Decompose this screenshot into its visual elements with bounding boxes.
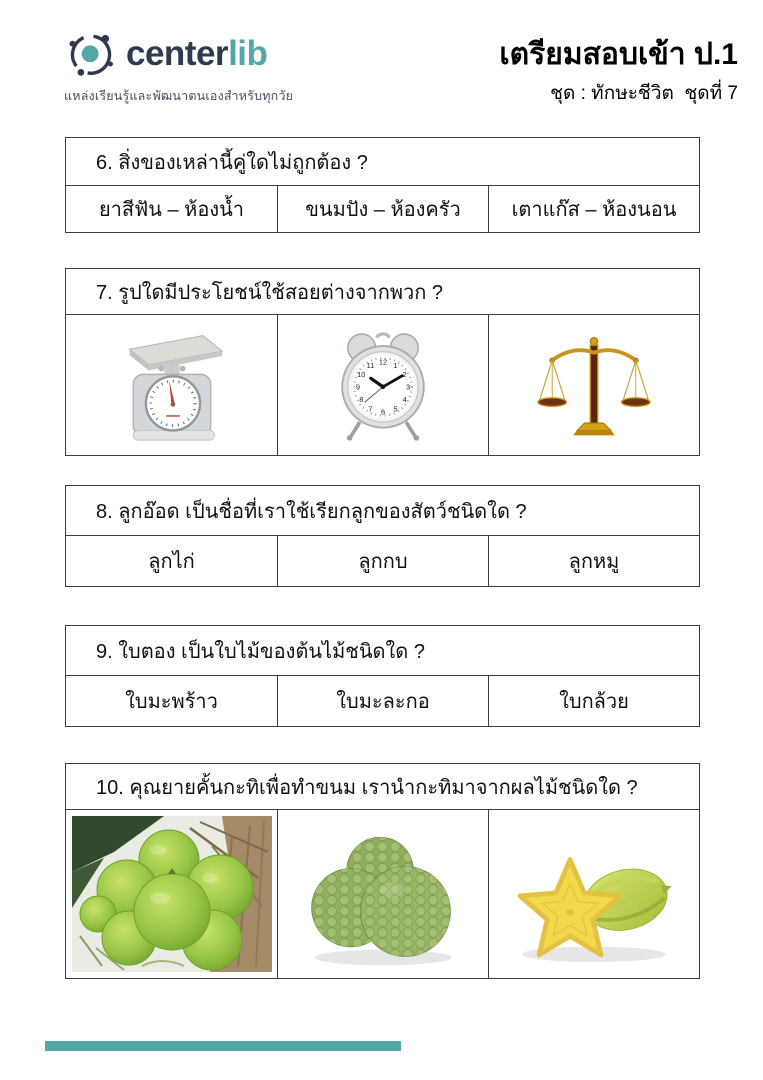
q7-answer-option-2[interactable] [277,315,488,455]
question-7-text: 7. รูปใดมีประโยชน์ใช้สอยต่างจากพวก ? [66,269,699,315]
q9-answer-option-2[interactable]: ใบมะละกอ [277,676,488,726]
header-title-block [499,38,738,108]
clock-number: 2 [402,370,407,380]
q9-answer-option-1[interactable]: ใบมะพร้าว [125,691,218,713]
q9-answer-option-3[interactable]: ใบกล้วย [488,676,699,726]
clock-number: 5 [393,404,398,414]
weighing-scale-icon [114,325,230,445]
brand-name-lib: lib [228,33,268,73]
q10-answer-option-1[interactable] [66,810,277,978]
clock-number: 1 [393,360,398,370]
alarm-clock-icon [332,325,434,445]
q6-answer-option-1[interactable]: ยาสีฟัน – ห้องน้ำ [98,199,245,221]
question-8-box [65,485,700,587]
green-coconuts-icon [72,816,272,972]
q6-answer-option-2[interactable]: ขนมปัง – ห้องครัว [277,186,488,232]
star-fruit-icon [503,819,685,969]
question-10-text: 10. คุณยายคั้นกะทิเพื่อทำขนม เรานำกะทิมาจากผลไม้ชนิดใด ? [66,764,699,810]
brand-name-center: center [126,33,229,73]
brand-tagline: แหล่งเรียนรู้และพัฒนาตนเองสำหรับทุกวัย [64,89,294,103]
clock-number: 8 [359,395,364,405]
custard-apples-icon [300,819,466,969]
question-8-text: 8. ลูกอ๊อด เป็นชื่อที่เราใช้เรียกลูกของสัตว์ชนิดใด ? [66,486,699,536]
q10-answer-option-3[interactable] [488,810,699,978]
q8-answer-option-1[interactable]: ลูกไก่ [148,551,195,573]
question-6-box [65,137,700,233]
question-9-text: 9. ใบตอง เป็นใบไม้ของต้นไม้ชนิดใด ? [66,626,699,676]
page-subtitle: ชุด : ทักษะชีวิต ชุดที่ 7 [550,82,738,104]
clock-number: 9 [355,382,361,392]
page-title: เตรียมสอบเข้า ป.1 [499,38,738,71]
q8-answer-option-3[interactable]: ลูกหมู [488,536,699,586]
centerlib-logo-icon [64,26,118,80]
clock-number: 4 [402,395,407,405]
brand-name [126,33,268,73]
clock-number: 6 [380,407,386,417]
question-6-text: 6. สิ่งของเหล่านี้คู่ใดไม่ถูกต้อง ? [66,138,699,186]
q10-answer-option-2[interactable] [277,810,488,978]
question-7-box [65,268,700,456]
clock-number: 7 [368,404,373,414]
clock-number: 3 [405,382,411,392]
brand-logo [64,26,293,106]
q7-answer-option-3[interactable] [488,315,699,455]
q8-answer-option-2[interactable]: ลูกกบ [277,536,488,586]
balance-scale-icon [537,328,651,442]
q6-answer-option-3[interactable]: เตาแก๊ส – ห้องนอน [488,186,699,232]
question-9-box [65,625,700,727]
clock-number: 12 [378,357,388,367]
question-10-box [65,763,700,979]
footer-accent-bar [45,1041,401,1051]
clock-number: 11 [366,360,375,370]
q7-answer-option-1[interactable] [66,315,277,455]
clock-number: 10 [357,370,366,380]
